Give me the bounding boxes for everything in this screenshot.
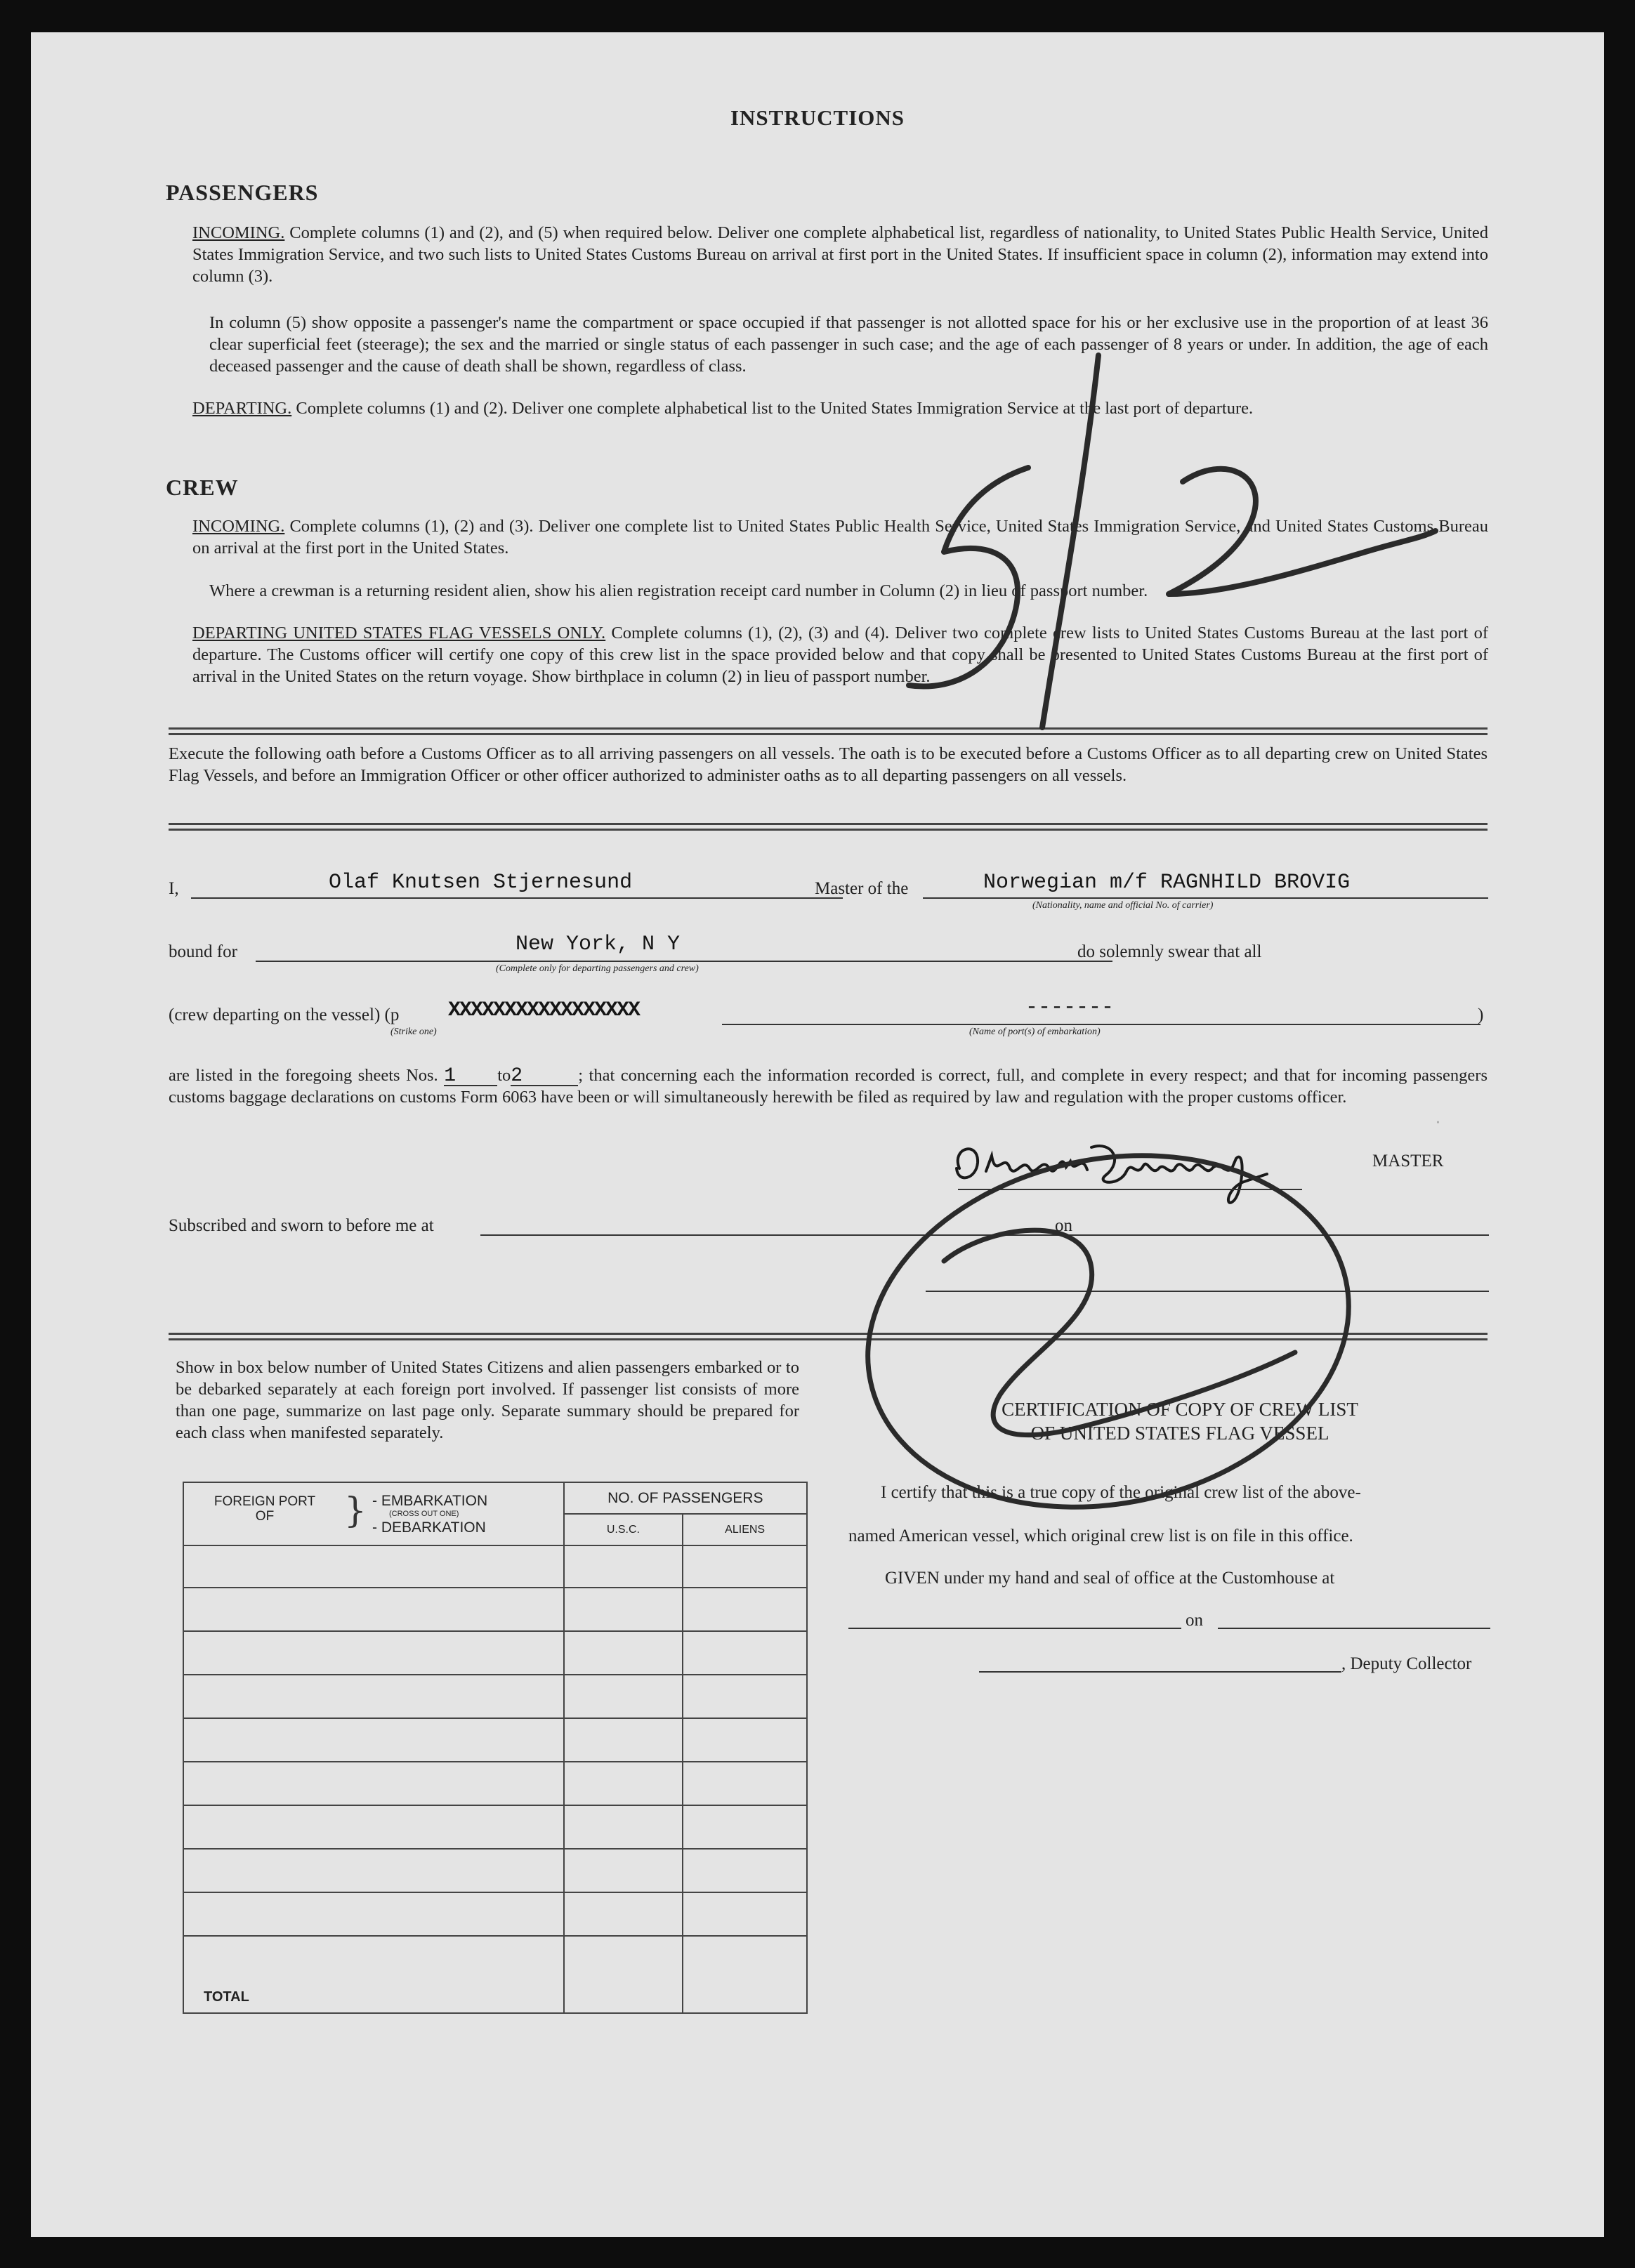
passengers-departing-text: Complete columns (1) and (2). Deliver one complete alphabetical list to the United States Immigration Service at the last port of departure. <box>296 399 1254 418</box>
total-label: TOTAL <box>204 1989 249 2005</box>
close-paren: ) <box>1478 1006 1484 1024</box>
sheet-from-value: 1 <box>444 1068 497 1086</box>
certification-heading-line-2: OF UNITED STATES FLAG VESSEL <box>1030 1423 1329 1444</box>
stamp-fraction-marks <box>909 355 1436 727</box>
form-page <box>31 32 1604 2237</box>
certification-line-1: I certify that this is a true copy of the original crew list of the above- <box>881 1483 1361 1502</box>
circled-number-marks <box>835 1112 1382 1550</box>
crew-departing-label: DEPARTING UNITED STATES FLAG VESSELS ONLY. <box>192 624 606 642</box>
passengers-column5-paragraph: In column (5) show opposite a passenger's name the compartment or space occupied if that passenger is not allotted space for his or her exclusive use in the proportion of at least 36 clear superficial feet (steerage); the sex and the married or single status of each passenger in such case; and the age of each passenger of 8 years or under. In addition, the age of each deceased passenger and the cause of death shall be shown, regardless of class. <box>209 313 1488 376</box>
strike-hint: (Strike one) <box>390 1027 437 1037</box>
crew-incoming-label: INCOMING. <box>192 517 285 536</box>
no-of-passengers-header: NO. OF PASSENGERS <box>564 1482 807 1514</box>
page-title: INSTRUCTIONS <box>730 105 905 130</box>
svg-text:·: · <box>1436 1114 1440 1132</box>
bound-for-label: bound for <box>169 942 237 961</box>
embark-hint: (Name of port(s) of embarkation) <box>969 1027 1101 1037</box>
subscribed-label: Subscribed and sworn to before me at <box>169 1216 434 1235</box>
certification-heading-line-1: CERTIFICATION OF COPY OF CREW LIST <box>1002 1399 1358 1420</box>
vessel-value: Norwegian m/f RAGNHILD BROVIG <box>983 871 1351 895</box>
crew-resident-paragraph: Where a crewman is a returning resident alien, show his alien registration receipt card number in Column (2) in lieu of passport number. <box>209 581 1148 600</box>
crew-incoming-text: Complete columns (1), (2) and (3). Deliver one complete list to United States Public Health Service, United States Immigration Service, and United States Customs Bureau on arrival at the first port in the United States. <box>192 517 1488 558</box>
aliens-header: ALIENS <box>683 1514 807 1545</box>
summary-instruction: Show in box below number of United States Citizens and alien passengers embarked or to be debarked separately at each foreign port involved. If passenger list consists of more than one page, summarize on last page only. Separate summary should be prepared for each class when manifested separately. <box>176 1358 799 1442</box>
certification-line-2: named American vessel, which original crew list is on file in this office. <box>848 1527 1353 1545</box>
passengers-departing-label: DEPARTING. <box>192 399 292 418</box>
bound-for-value: New York, N Y <box>516 932 681 956</box>
master-label: MASTER <box>1372 1152 1444 1171</box>
on-label: on <box>1055 1216 1072 1235</box>
to-label: to <box>497 1066 511 1085</box>
passengers-incoming-text: Complete columns (1) and (2), and (5) when required below. Deliver one complete alphabetical list, regardless of nationality, to United States Public Health Service, United States Immigration Service, and two such lists to United States Customs Bureau on arrival at first port in the United States. If insufficient space in column (2), information may extend into column (3). <box>192 223 1489 286</box>
usc-header: U.S.C. <box>564 1514 683 1545</box>
master-name-value: Olaf Knutsen Stjernesund <box>329 871 633 895</box>
crew-departing-text: Complete columns (1), (2), (3) and (4). Deliver two complete crew lists to United States Customs Bureau at the last port of departure. The Customs officer will certify one copy of this crew list in the space provided below and that copy shall be presented to United States Customs Bureau at the first port of arrival in the United States on the return voyage. Show birthplace in column (2) in lieu of passport number. <box>192 624 1488 686</box>
cross-out-hint: (CROSS OUT ONE) <box>389 1510 459 1518</box>
brace-icon: } <box>344 1490 367 1531</box>
struck-passengers-text: XXXXXXXXXXXXXXXXX <box>448 998 640 1022</box>
listed-label: are listed in the foregoing sheets Nos. <box>169 1066 438 1085</box>
stamp-fraction-text <box>1004 449 1005 450</box>
deputy-collector-label: , Deputy Collector <box>1341 1654 1472 1673</box>
crew-departing-label: (crew departing on the vessel) (p <box>169 1006 400 1024</box>
crew-heading: CREW <box>166 475 239 500</box>
bound-for-hint: (Complete only for departing passengers and crew) <box>496 963 699 974</box>
vessel-hint: (Nationality, name and official No. of carrier) <box>1032 900 1214 911</box>
master-of-label: Master of the <box>815 879 909 898</box>
foreign-port-of-label: FOREIGN PORT OF <box>214 1494 316 1524</box>
circled-number-text <box>1053 1306 1054 1307</box>
embark-port-value: ------- <box>1025 996 1115 1020</box>
debarkation-label: - DEBARKATION <box>372 1519 486 1536</box>
oath-instruction: Execute the following oath before a Customs Officer as to all arriving passengers on all vessels. The oath is to be executed before a Customs Officer as to all departing crew on United States Flag Vessels, and before an Immigration Officer or other officer authorized to administer oaths as to all departing passengers on all vessels. <box>169 744 1488 785</box>
passengers-incoming-label: INCOMING. <box>192 223 285 242</box>
handwritten-marks <box>31 32 1604 2237</box>
certification-on-label: on <box>1186 1611 1203 1630</box>
swear-label: do solemnly swear that all <box>1077 942 1262 961</box>
certification-line-3: GIVEN under my hand and seal of office at the Customhouse at <box>885 1569 1335 1588</box>
listed-rest: ; that concerning each the information recorded is correct, full, and complete in every respect; and that for incoming passengers customs baggage declarations on customs Form 6063 have been or will simultaneously herewith be filed as required by law and regulation with the proper customs officer. <box>169 1066 1488 1107</box>
embarkation-label: - EMBARKATION <box>372 1493 488 1509</box>
oath-i-label: I, <box>169 879 179 898</box>
passengers-heading: PASSENGERS <box>166 180 319 205</box>
sheet-to-value: 2 <box>511 1068 578 1086</box>
